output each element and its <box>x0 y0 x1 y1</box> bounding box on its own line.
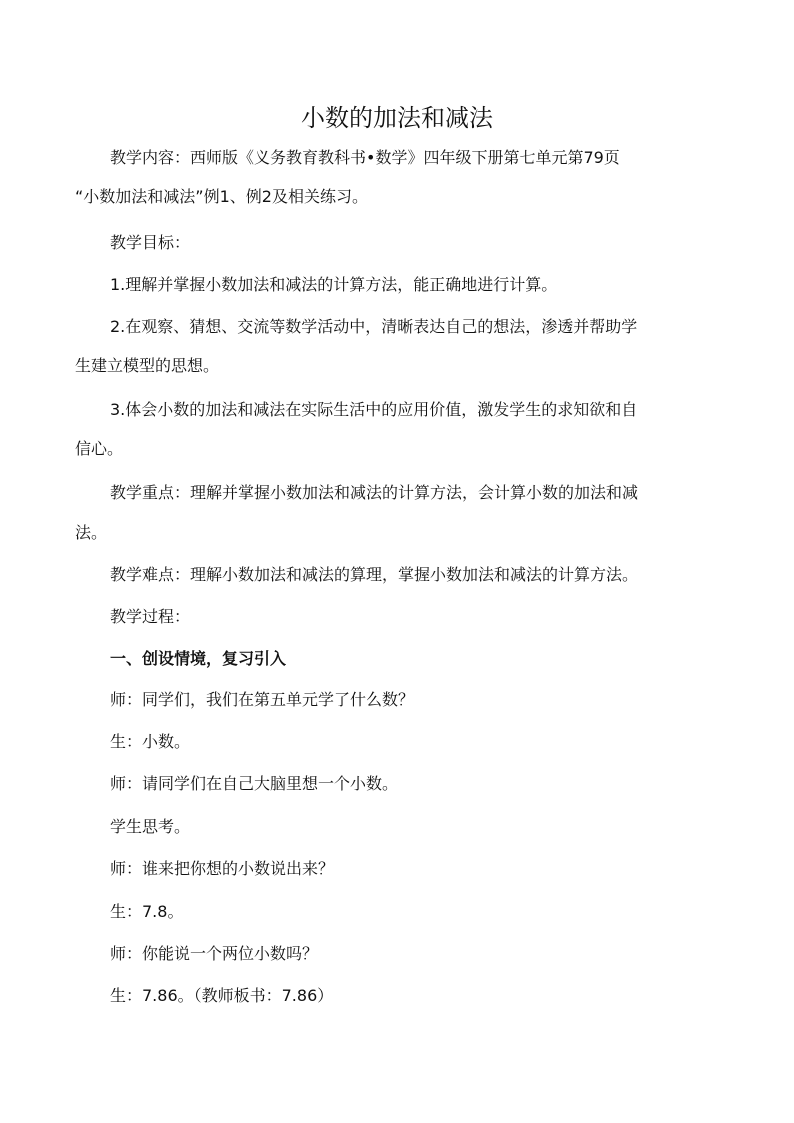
dialogue-line: 学生思考。 <box>110 817 191 836</box>
dialogue-line: 师：谁来把你想的小数说出来？ <box>110 859 335 878</box>
section-heading-1: 一、创设情境，复习引入 <box>110 649 287 668</box>
dialogue-line: 生：小数。 <box>110 732 191 751</box>
goal-2: 2.在观察、猜想、交流等数学活动中，清晰表达自己的想法，渗透并帮助学 <box>110 317 638 336</box>
teaching-focus: 教学重点：理解并掌握小数加法和减法的计算方法，会计算小数的加法和减 <box>110 483 639 502</box>
heading-teaching-goals: 教学目标： <box>110 233 191 252</box>
document-title: 小数的加法和减法 <box>301 104 493 132</box>
goal-1: 1.理解并掌握小数加法和减法的计算方法，能正确地进行计算。 <box>110 275 558 294</box>
goal-2-cont: 生建立模型的思想。 <box>75 356 220 375</box>
dialogue-line: 师：你能说一个两位小数吗？ <box>110 944 319 963</box>
dialogue-line: 师：请同学们在自己大脑里想一个小数。 <box>110 774 399 793</box>
dialogue-line: 生：7.86。（教师板书：7.86） <box>110 986 334 1005</box>
goal-3: 3.体会小数的加法和减法在实际生活中的应用价值，激发学生的求知欲和自 <box>110 400 638 419</box>
dialogue-line: 师：同学们，我们在第五单元学了什么数？ <box>110 690 415 709</box>
heading-teaching-process: 教学过程： <box>110 607 191 626</box>
goal-3-cont: 信心。 <box>75 439 124 458</box>
paragraph-teaching-content: 教学内容：西师版《义务教育教科书•数学》四年级下册第七单元第79页 <box>110 148 620 167</box>
dialogue-line: 生：7.8。 <box>110 902 184 921</box>
paragraph-teaching-content-cont: “小数加法和减法”例1、例2及相关练习。 <box>75 187 368 206</box>
teaching-focus-cont: 法。 <box>75 523 108 542</box>
teaching-difficulty: 教学难点：理解小数加法和减法的算理，掌握小数加法和减法的计算方法。 <box>110 565 639 584</box>
